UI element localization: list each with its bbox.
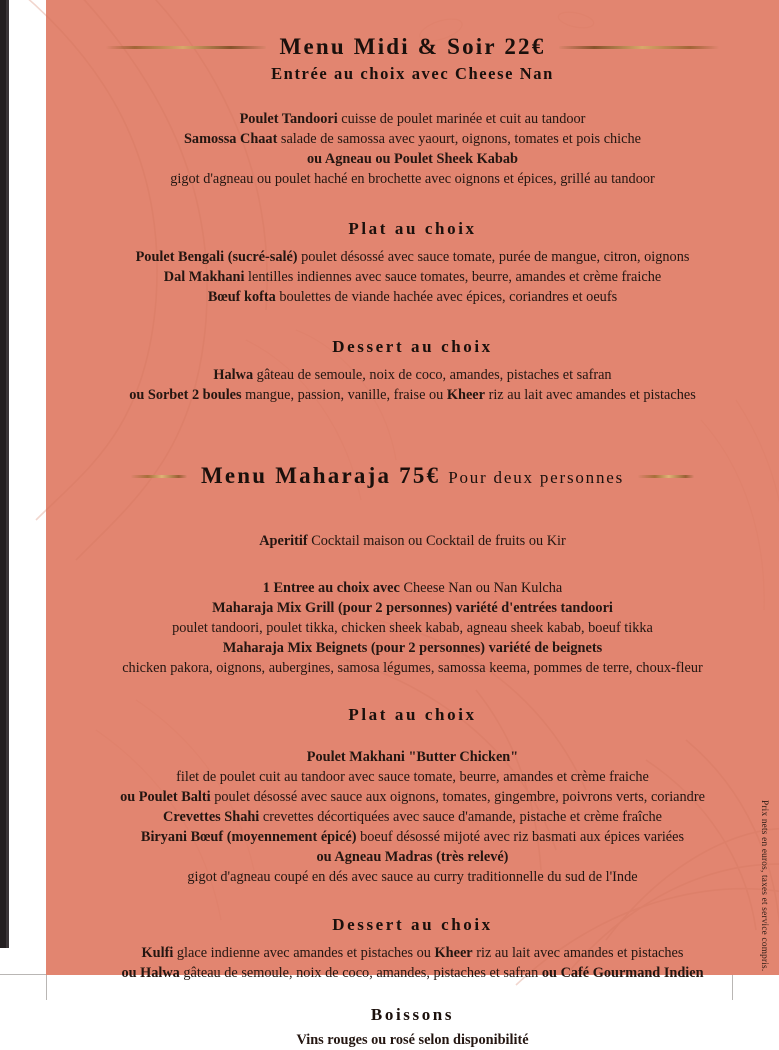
- section-dessert-maharaja: [46, 915, 779, 983]
- menu-line: [46, 827, 779, 847]
- menu-page: [46, 0, 779, 1048]
- menu-title-midi-soir: Menu Midi & Soir 22€: [279, 34, 546, 59]
- dish-name: Crevettes Shahi: [163, 809, 260, 825]
- section-heading: Plat au choix: [348, 219, 477, 238]
- dish-desc: glace indienne avec amandes et pistaches ou: [173, 945, 435, 961]
- section-entree-maharaja: [46, 578, 779, 678]
- dish-name: ou Agneau Madras (très relevé): [316, 849, 509, 865]
- dish-name: Biryani Bœuf (moyennement épicé): [140, 829, 357, 845]
- dish-desc: filet de poulet cuit au tandoor avec sauce tomate, beurre, amandes et crème fraiche: [176, 769, 649, 785]
- dish-desc: poulet désossé avec sauce aux oignons, tomates, gingembre, poivrons verts, coriandre: [210, 789, 705, 805]
- dish-name: Maharaja Mix Beignets (pour 2 personnes) variété de beignets: [222, 640, 603, 656]
- dish-desc: Cheese Nan ou Nan Kulcha: [399, 580, 563, 596]
- price-footnote: Prix nets en euros, taxes et service compris.: [759, 800, 769, 972]
- menu-line: [46, 287, 779, 307]
- menu-subtitle-midi-soir: Entrée au choix avec Cheese Nan: [271, 64, 554, 83]
- dish-desc: poulet désossé avec sauce tomate, purée de mangue, citron, oignons: [297, 249, 690, 265]
- dish-name: Aperitif: [259, 533, 308, 549]
- dish-desc: gigot d'agneau coupé en dés avec sauce au curry traditionnelle du sud de l'Inde: [187, 869, 638, 885]
- dish-desc: poulet tandoori, poulet tikka, chicken sheek kabab, agneau sheek kabab, boeuf tikka: [172, 620, 653, 636]
- dish-desc: boeuf désossé mijoté avec riz basmati aux épices variées: [356, 829, 685, 845]
- dish-name-alt: ou Café Gourmand Indien: [541, 965, 704, 981]
- menu-line: [46, 787, 779, 807]
- menu-line: [46, 531, 779, 551]
- menu-header-midi-soir: [46, 34, 779, 60]
- dish-name: Dal Makhani: [163, 269, 245, 285]
- section-heading: Boissons: [370, 1005, 455, 1024]
- dish-desc: salade de samossa avec yaourt, oignons, tomates et pois chiche: [277, 131, 641, 147]
- dish-name: 1 Entree au choix avec: [262, 580, 400, 596]
- dish-name: Samossa Chaat: [183, 131, 278, 147]
- menu-line: [46, 807, 779, 827]
- menu-line: [46, 847, 779, 867]
- menu-line: [46, 1030, 779, 1050]
- dish-name: Bœuf kofta: [207, 289, 276, 305]
- menu-line: [46, 109, 779, 129]
- menu-line: [46, 578, 779, 598]
- dish-desc: gâteau de semoule, noix de coco, amandes, pistaches et safran: [179, 965, 542, 981]
- dish-name: Poulet Bengali (sucré-salé): [135, 249, 298, 265]
- ornament-rule-left: [106, 46, 266, 49]
- menu-line: [46, 365, 779, 385]
- menu-line: [46, 267, 779, 287]
- section-plat-midi: [46, 219, 779, 307]
- dish-desc: chicken pakora, oignons, aubergines, samosa légumes, samossa keema, pommes de terre, choux-fleur: [122, 660, 703, 676]
- section-heading: Dessert au choix: [332, 915, 493, 934]
- menu-line: [46, 867, 779, 887]
- section-aperitif-maharaja: [46, 531, 779, 551]
- ornament-rule-right: [638, 475, 694, 478]
- dish-name: Kulfi: [141, 945, 174, 961]
- menu-title-maharaja: [201, 463, 624, 489]
- dish-name: Vins rouges ou rosé selon disponibilité: [296, 1032, 529, 1048]
- menu-line: [46, 129, 779, 149]
- dish-desc: boulettes de viande hachée avec épices, coriandres et oeufs: [275, 289, 618, 305]
- dish-desc-alt: riz au lait avec amandes et pistaches: [472, 945, 684, 961]
- dish-name: Poulet Makhani "Butter Chicken": [306, 749, 519, 765]
- menu-line: [46, 747, 779, 767]
- dish-name: Poulet Tandoori: [239, 111, 338, 127]
- menu-line: [46, 618, 779, 638]
- section-heading: Dessert au choix: [332, 337, 493, 356]
- menu-line: [46, 943, 779, 963]
- dish-desc: gâteau de semoule, noix de coco, amandes, pistaches et safran: [253, 367, 612, 383]
- menu-line: [46, 598, 779, 618]
- dish-name: ou Poulet Balti: [120, 789, 211, 805]
- menu-line: [46, 638, 779, 658]
- dish-name: ou Agneau ou Poulet Sheek Kabab: [307, 151, 518, 167]
- crop-mark-horizontal-left: [0, 974, 46, 975]
- dish-name-alt: Kheer: [446, 387, 485, 403]
- dish-name-alt: Kheer: [434, 945, 473, 961]
- dish-name: ou Sorbet 2 boules: [129, 387, 242, 403]
- dish-desc: cuisse de poulet marinée et cuit au tandoor: [337, 111, 586, 127]
- menu-title-suffix: Pour deux personnes: [448, 468, 625, 487]
- dish-desc: gigot d'agneau ou poulet haché en brochette avec oignons et épices, grillé au tandoor: [170, 171, 655, 187]
- ornament-rule-right: [559, 46, 719, 49]
- section-dessert-midi: [46, 337, 779, 405]
- dish-desc: Cocktail maison ou Cocktail de fruits ou Kir: [307, 533, 566, 549]
- section-plat-maharaja: [46, 705, 779, 887]
- dish-desc: lentilles indiennes avec sauce tomates, beurre, amandes et crème fraiche: [244, 269, 662, 285]
- menu-line: [46, 963, 779, 983]
- dish-name: ou Halwa: [121, 965, 180, 981]
- dish-name: Maharaja Mix Grill (pour 2 personnes) variété d'entrées tandoori: [212, 600, 613, 616]
- dish-name: Halwa: [213, 367, 254, 383]
- ornament-rule-left: [131, 475, 187, 478]
- menu-header-maharaja: [46, 463, 779, 489]
- menu-content: [46, 0, 779, 1050]
- menu-line: [46, 385, 779, 405]
- menu-line: [46, 149, 779, 169]
- menu-line: [46, 658, 779, 678]
- menu-line: [46, 247, 779, 267]
- section-heading: Plat au choix: [348, 705, 477, 724]
- section-entree-midi: [46, 109, 779, 189]
- dish-desc: mangue, passion, vanille, fraise ou: [241, 387, 447, 403]
- menu-line: [46, 169, 779, 189]
- menu-title-text: Menu Maharaja 75€: [200, 463, 441, 488]
- dish-desc: crevettes décortiquées avec sauce d'amande, pistache et crème fraîche: [259, 809, 662, 825]
- menu-line: [46, 767, 779, 787]
- dish-desc-alt: riz au lait avec amandes et pistaches: [485, 387, 696, 403]
- section-boissons-maharaja: [46, 1005, 779, 1050]
